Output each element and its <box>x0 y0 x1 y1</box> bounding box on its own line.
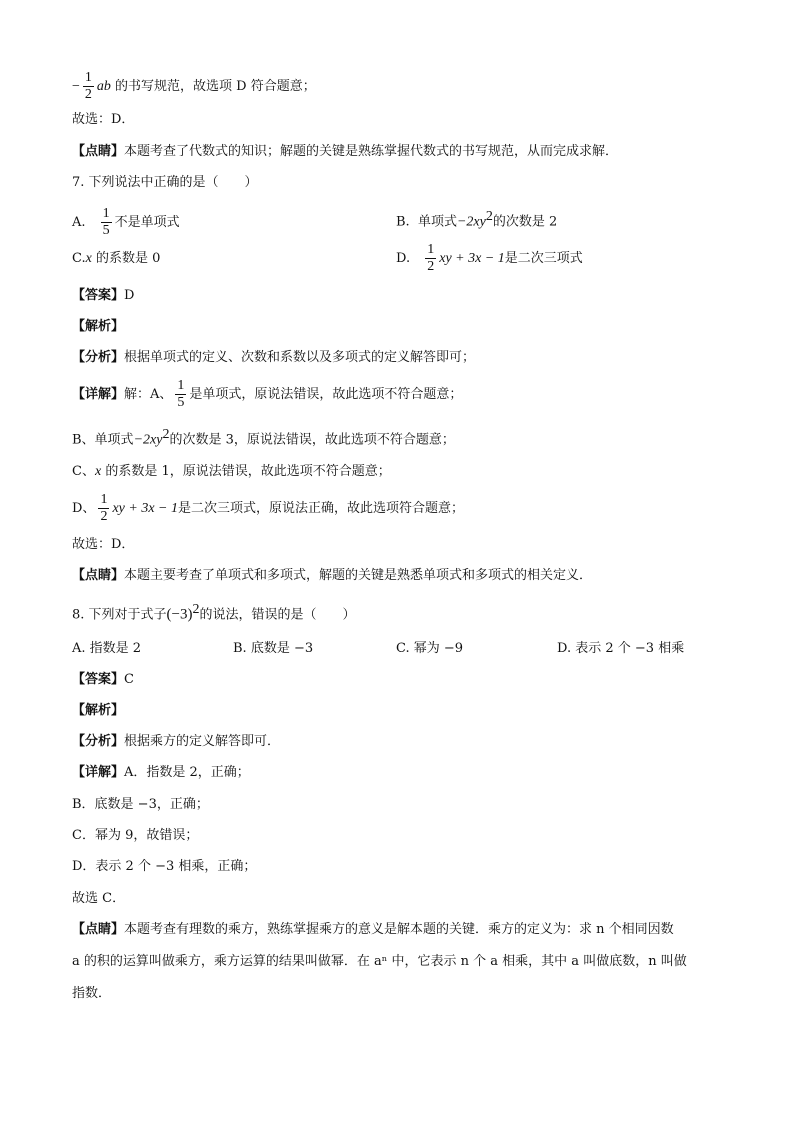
q7-option-b <box>396 208 557 231</box>
denominator: 5 <box>102 223 110 238</box>
numerator: 1 <box>84 70 92 85</box>
expression: xy + 3x − 1 <box>439 251 505 266</box>
q8-comment-line-1 <box>72 921 674 939</box>
minus-sign: − <box>72 79 80 94</box>
option-label: D. <box>396 251 411 266</box>
step-text: 是二次三项式，原说法正确，故此选项符合题意； <box>177 501 464 516</box>
q7-xiangjie-d <box>72 492 464 525</box>
option-label: C. <box>72 251 86 266</box>
comment-line <box>72 143 618 161</box>
q7-option-d <box>396 242 583 275</box>
analysis-tag: 【解析】 <box>72 319 125 334</box>
option-label: A. <box>72 215 86 230</box>
q8-comment-line-3: 指数． <box>72 986 112 1001</box>
q8-option-a: A. 指数是 2 <box>72 641 142 656</box>
denominator: 5 <box>177 395 185 410</box>
option-text: 的系数是 0 <box>95 251 161 266</box>
step-text: D、 <box>72 501 96 516</box>
denominator: 2 <box>427 259 435 274</box>
fenxi-tag: 【分析】 <box>72 734 125 749</box>
q7-comment <box>72 567 592 585</box>
denominator: 2 <box>84 87 92 102</box>
q8-stem <box>72 601 356 624</box>
q7-xiangjie-a <box>72 378 462 411</box>
exponent: 2 <box>485 209 493 224</box>
numerator: 1 <box>427 242 435 257</box>
expression: −2xy <box>456 214 486 230</box>
exponent: 2 <box>192 602 200 617</box>
q7-xiangjie-b <box>72 426 455 449</box>
q8-answer <box>72 671 134 689</box>
answer-value: D <box>124 288 135 303</box>
numerator: 1 <box>102 206 110 221</box>
fraction <box>83 70 94 103</box>
step-text: 的系数是 1，原说法错误，故此选项不符合题意； <box>105 464 391 479</box>
answer-tag: 【答案】 <box>72 672 125 687</box>
comment-tag: 【点睛】 <box>72 144 125 159</box>
q8-xiangjie-c: C．幂为 9，故错误； <box>72 828 199 843</box>
fraction <box>98 492 109 525</box>
fenxi-tag: 【分析】 <box>72 350 125 365</box>
fenxi-text: 根据单项式的定义、次数和系数以及多项式的定义解答即可； <box>124 350 476 365</box>
q8-xiangjie-a <box>72 764 250 782</box>
step-text: B、单项式 <box>72 432 134 448</box>
xiangjie-tag: 【详解】 <box>72 765 125 780</box>
step-text: 的次数是 3，原说法错误，故此选项不符合题意； <box>169 432 455 448</box>
q8-analysis-tag <box>72 702 124 720</box>
option-text: 不是单项式 <box>114 215 180 230</box>
stem-text: 的说法，错误的是（ ） <box>199 607 356 623</box>
expression: (−3) <box>166 606 193 623</box>
q7-xiangjie-c <box>72 463 391 481</box>
analysis-tag: 【解析】 <box>72 703 125 718</box>
comment-tag: 【点睛】 <box>72 922 125 937</box>
q8-final: 故选 C． <box>72 891 126 906</box>
step-text: 是单项式，原说法错误，故此选项不符合题意； <box>189 387 463 402</box>
fraction <box>101 206 112 239</box>
q8-option-d: D. 表示 2 个 −3 相乘 <box>557 641 685 656</box>
q8-xiangjie-d: D．表示 2 个 −3 相乘，正确； <box>72 859 257 874</box>
fenxi-text: 根据乘方的定义解答即可． <box>124 734 281 749</box>
numerator: 1 <box>177 378 185 393</box>
q8-option-b: B. 底数是 −3 <box>233 641 314 656</box>
q7-final: 故选：D． <box>72 537 135 552</box>
expression: xy + 3x − 1 <box>112 501 178 516</box>
q8-option-c: C. 幂为 −9 <box>396 641 464 656</box>
q7-analysis-tag <box>72 318 124 336</box>
comment-text: 本题主要考查了单项式和多项式，解题的关键是熟悉单项式和多项式的相关定义． <box>124 568 593 583</box>
xiangjie-tag: 【详解】 <box>72 387 125 402</box>
answer-value: C <box>124 672 134 687</box>
option-text: 是二次三项式 <box>504 251 583 266</box>
q7-option-c <box>72 250 160 268</box>
option-label: B. <box>396 214 410 230</box>
step-text: A．指数是 2，正确； <box>124 765 250 780</box>
expression: −2xy <box>133 432 163 448</box>
answer-tag: 【答案】 <box>72 288 125 303</box>
fraction <box>425 242 436 275</box>
step-text: 解：A、 <box>124 387 173 402</box>
q7-answer <box>72 287 134 305</box>
exponent: 2 <box>162 427 170 442</box>
variable: ab <box>96 79 111 94</box>
intro-line <box>72 70 316 103</box>
q7-option-a <box>72 206 180 239</box>
fraction <box>175 378 186 411</box>
answer-line: 故选：D． <box>72 112 135 127</box>
stem-text: 8. 下列对于式子 <box>72 607 167 623</box>
step-text: C、 <box>72 464 95 479</box>
denominator: 2 <box>100 509 108 524</box>
comment-text: 本题考查了代数式的知识；解题的关键是熟练掌握代数式的书写规范，从而完成求解． <box>124 144 619 159</box>
numerator: 1 <box>100 492 108 507</box>
option-text: 单项式 <box>417 214 457 230</box>
q8-xiangjie-b: B．底数是 −3，正确； <box>72 797 209 812</box>
variable: x <box>94 464 102 479</box>
q7-stem: 7. 下列说法中正确的是（ ） <box>72 175 258 190</box>
q8-fenxi <box>72 733 280 751</box>
q8-comment-line-2: a 的积的运算叫做乘方，乘方运算的结果叫做幂．在 aⁿ 中，它表示 n 个 a 相乘，其中 a 叫做底数，n 叫做 <box>72 954 687 969</box>
option-text: 的次数是 2 <box>492 214 558 230</box>
comment-text: 本题考查有理数的乘方，熟练掌握乘方的意义是解本题的关键．乘方的定义为：求 n 个相同因数 <box>124 922 674 937</box>
variable: x <box>85 251 92 266</box>
q7-fenxi <box>72 349 475 367</box>
intro-text: 的书写规范，故选项 D 符合题意； <box>110 79 316 94</box>
comment-tag: 【点睛】 <box>72 568 125 583</box>
